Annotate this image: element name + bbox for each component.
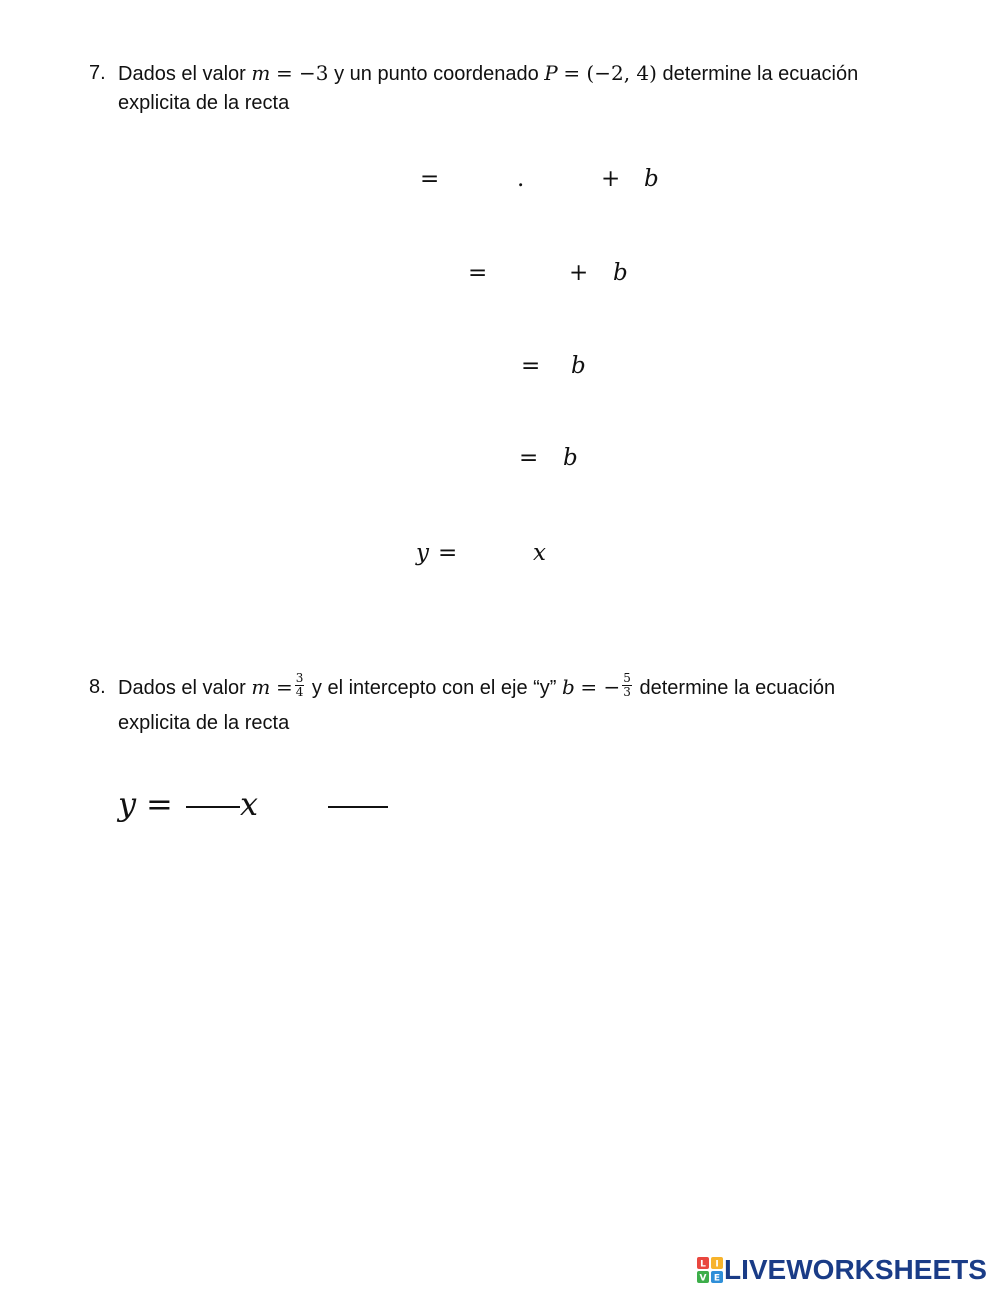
x-variable: x	[533, 540, 546, 566]
text-segment: y un punto coordenado	[334, 63, 539, 85]
x-variable: x	[240, 785, 259, 823]
text-segment: Dados el valor	[118, 63, 246, 85]
text-segment: determine la ecuación	[662, 63, 859, 85]
multiplication-dot: .	[517, 166, 525, 192]
fraction-numerator: 5	[623, 671, 631, 686]
question-text	[118, 672, 835, 703]
slope-fraction	[295, 672, 305, 699]
text-segment: Dados el valor	[118, 677, 246, 699]
question-text-line2: explicita de la recta	[118, 712, 290, 734]
intercept-variable: b	[571, 353, 586, 379]
equals-sign: =	[521, 353, 541, 379]
text-segment: determine la ecuación	[639, 677, 836, 699]
fraction-denominator: 3	[623, 685, 631, 700]
equals-sign: =	[438, 540, 458, 566]
svg-text:L: L	[700, 1259, 706, 1270]
intercept-fraction	[622, 672, 632, 699]
svg-text:E: E	[713, 1273, 721, 1283]
text-segment: y el intercepto con el eje “y”	[311, 677, 557, 699]
slope-value: = −3	[275, 61, 329, 85]
equals-sign: =	[468, 260, 488, 286]
plus-sign: +	[569, 260, 589, 286]
intercept-variable: b	[563, 445, 578, 471]
intercept-variable: b	[644, 166, 659, 192]
question-text-line2: explicita de la recta	[118, 92, 290, 114]
plus-sign: +	[601, 166, 621, 192]
fraction-blank	[186, 806, 240, 808]
y-variable: y	[416, 540, 429, 566]
fraction-numerator: 3	[295, 671, 304, 686]
point-value: = (−2, 4)	[563, 61, 657, 85]
question-number: 8.	[89, 676, 106, 698]
intercept-variable: b	[613, 260, 628, 286]
equals-sign: =	[519, 445, 539, 471]
slope-variable: m	[251, 675, 271, 699]
svg-text:I: I	[715, 1259, 719, 1270]
slope-equals: =	[275, 675, 293, 699]
svg-text:V: V	[699, 1273, 707, 1283]
intercept-variable: b	[562, 675, 575, 699]
equals-sign: =	[146, 785, 173, 823]
intercept-equals: = −	[580, 675, 621, 699]
question-text	[118, 58, 858, 89]
slope-variable: m	[251, 61, 271, 85]
point-variable: P	[544, 61, 558, 85]
liveworksheets-watermark: LIVEWORKSHEETS	[724, 1254, 987, 1285]
fraction-denominator: 4	[295, 685, 304, 700]
fraction-blank	[328, 806, 388, 808]
equals-sign: =	[420, 166, 440, 192]
liveworksheets-logo-icon	[697, 1257, 723, 1283]
y-variable: y	[118, 785, 137, 823]
question-number: 7.	[89, 62, 106, 84]
